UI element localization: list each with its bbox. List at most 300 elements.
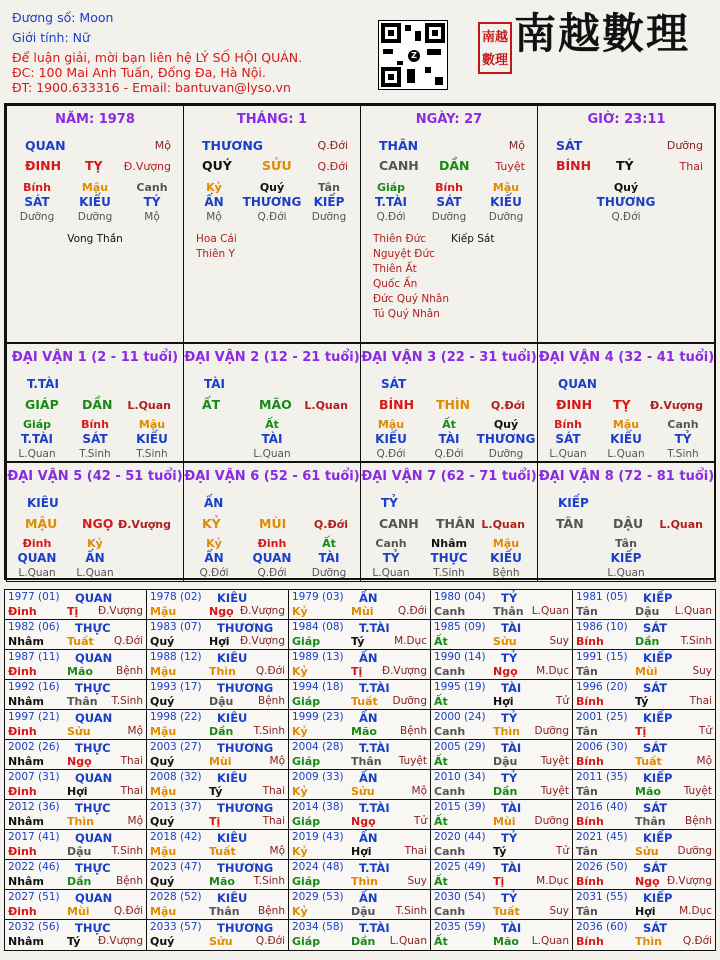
hidden-phase: L.Quan	[607, 448, 645, 460]
annual-cell	[573, 830, 715, 859]
year-branch: Tuất	[635, 755, 662, 768]
dai-van-phase: Q.Đới	[490, 399, 525, 412]
year-branch: Thân	[209, 905, 240, 918]
year-phase: T.Sinh	[680, 635, 712, 647]
year-star: KIẾP	[643, 831, 673, 845]
year-phase: Suy	[407, 875, 427, 887]
dai-van-stem: ẤT	[202, 397, 221, 412]
year-stem: Ất	[434, 935, 448, 948]
year-stem: Bính	[576, 755, 604, 768]
year-stem: Giáp	[292, 635, 321, 648]
annual-cell	[289, 650, 431, 679]
dai-van-1	[6, 343, 184, 462]
year-label: 2016 (40)	[576, 801, 628, 813]
hidden-star: ẤN	[85, 551, 105, 565]
year-label: 1999 (23)	[292, 711, 344, 723]
year-stem: Mậu	[150, 605, 177, 618]
hidden-star: THƯƠNG	[242, 195, 302, 209]
year-star: TÀI	[501, 621, 522, 635]
year-star: TÀI	[501, 741, 522, 755]
annual-row	[5, 770, 715, 800]
year-label: 1979 (03)	[292, 591, 344, 603]
hidden-stem: Bính	[554, 418, 582, 431]
year-stem: Bính	[576, 695, 604, 708]
year-branch: Tuất	[493, 905, 520, 918]
pillar-1	[183, 105, 361, 343]
annual-cell	[431, 830, 573, 859]
year-star: KIẾP	[643, 711, 673, 725]
year-star: QUAN	[75, 591, 113, 605]
dai-van-star: KIẾP	[558, 496, 589, 510]
year-stem: Đinh	[8, 785, 37, 798]
year-label: 2035 (59)	[434, 921, 486, 933]
pillar-star: SÁT	[556, 138, 583, 153]
year-branch: Mùi	[493, 815, 516, 828]
year-stem: Tân	[576, 605, 598, 618]
hidden-stem: Canh	[375, 537, 407, 550]
dai-van-phase: Đ.Vượng	[649, 399, 703, 412]
dai-van-stem: TÂN	[556, 516, 584, 531]
year-branch: Sửu	[209, 935, 233, 948]
year-star: KIÊU	[217, 831, 248, 845]
year-label: 1978 (02)	[150, 591, 202, 603]
year-star: THỰC	[75, 621, 111, 635]
year-branch: Thìn	[635, 935, 662, 948]
year-label: 1981 (05)	[576, 591, 628, 603]
year-phase: Suy	[549, 635, 569, 647]
year-label: 2005 (29)	[434, 741, 486, 753]
year-phase: Q.Đới	[397, 605, 427, 617]
year-stem: Giáp	[292, 755, 321, 768]
year-label: 1998 (22)	[150, 711, 202, 723]
year-branch: Thân	[351, 755, 382, 768]
year-phase: Tử	[413, 815, 427, 827]
year-stem: Đinh	[8, 605, 37, 618]
hidden-phase: T.Sinh	[433, 567, 465, 579]
year-phase: T.Sinh	[395, 905, 427, 917]
hidden-star: QUAN	[17, 551, 57, 565]
year-label: 2015 (39)	[434, 801, 486, 813]
hidden-stem: Kỷ	[206, 181, 222, 194]
year-branch: Thìn	[493, 725, 520, 738]
year-label: 1997 (21)	[8, 711, 60, 723]
year-stem: Kỷ	[292, 905, 308, 918]
hidden-phase: Dưỡng	[488, 448, 524, 460]
year-stem: Canh	[434, 845, 466, 858]
dai-van-branch: TỴ	[613, 397, 631, 412]
year-branch: Dần	[209, 725, 234, 738]
year-star: THỰC	[75, 741, 111, 755]
hidden-phase: Dưỡng	[311, 567, 347, 579]
year-phase: Thai	[120, 755, 143, 767]
year-stem: Tân	[576, 785, 598, 798]
pillar-title: THÁNG: 1	[236, 112, 308, 127]
year-branch: Dậu	[209, 695, 234, 708]
hidden-stem: Tân	[615, 537, 637, 550]
year-star: THỰC	[75, 681, 111, 695]
year-phase: Đ.Vượng	[97, 605, 143, 617]
year-stem: Tân	[576, 725, 598, 738]
year-stem: Nhâm	[8, 695, 44, 708]
annual-cell	[5, 860, 147, 889]
year-phase: Tử	[555, 845, 569, 857]
dai-van-7	[360, 462, 538, 582]
dai-van-title: ĐẠI VẬN 1 (2 - 11 tuổi)	[11, 350, 179, 365]
hidden-star: TÝ	[143, 195, 161, 209]
shensha: Nguyệt Đức	[373, 248, 435, 260]
year-stem: Ất	[434, 635, 448, 648]
year-branch: Hợi	[635, 905, 656, 918]
hidden-star: KIẾP	[610, 551, 642, 565]
annual-cell	[147, 800, 289, 829]
year-star: TÀI	[501, 681, 522, 695]
year-phase: Đ.Vượng	[239, 605, 285, 617]
annual-cell	[431, 920, 573, 950]
year-star: QUAN	[75, 891, 113, 905]
year-label: 2003 (27)	[150, 741, 202, 753]
year-stem: Giáp	[292, 695, 321, 708]
year-stem: Quý	[150, 755, 175, 768]
year-branch: Tuất	[209, 845, 236, 858]
year-label: 1988 (12)	[150, 651, 202, 663]
hidden-stem: Quý	[493, 418, 519, 431]
hidden-star: SÁT	[555, 432, 581, 446]
year-stem: Mậu	[150, 665, 177, 678]
shensha: Đức Quý Nhân	[373, 293, 449, 305]
year-phase: Bệnh	[258, 695, 285, 707]
pillar-branch: DẦN	[439, 158, 470, 173]
annual-cell	[5, 620, 147, 649]
pillar-branch: SỬU	[262, 158, 292, 173]
year-branch: Sửu	[635, 845, 659, 858]
year-phase: Tử	[555, 695, 569, 707]
dai-van-title: ĐẠI VẬN 8 (72 - 81 tuổi)	[538, 469, 715, 484]
year-branch: Thân	[493, 605, 524, 618]
pillar-title: NGÀY: 27	[415, 112, 483, 127]
year-phase: Dưỡng	[534, 815, 569, 827]
annual-cell	[431, 770, 573, 799]
year-star: T.TÀI	[359, 741, 390, 755]
year-label: 2032 (56)	[8, 921, 60, 933]
year-stem: Canh	[434, 785, 466, 798]
year-branch: Mão	[635, 785, 661, 798]
year-phase: M.Dục	[679, 905, 712, 917]
annual-cell	[431, 620, 573, 649]
hidden-stem: Mậu	[377, 418, 405, 431]
year-phase: Mộ	[269, 845, 285, 857]
dai-van-phase: L.Quan	[659, 518, 703, 531]
hidden-star: SÁT	[436, 195, 462, 209]
year-branch: Tị	[493, 875, 505, 888]
dai-van-phase: Q.Đới	[313, 518, 348, 531]
year-branch: Mùi	[351, 605, 374, 618]
hidden-stem: Mậu	[138, 418, 166, 431]
year-stem: Tân	[576, 665, 598, 678]
year-label: 2011 (35)	[576, 771, 628, 783]
dai-van-title: ĐẠI VẬN 4 (32 - 41 tuổi)	[538, 350, 715, 365]
year-label: 2026 (50)	[576, 861, 628, 873]
year-stem: Nhâm	[8, 875, 44, 888]
year-label: 2006 (30)	[576, 741, 628, 753]
annual-cell	[147, 920, 289, 950]
year-phase: Bệnh	[400, 725, 427, 737]
year-stem: Quý	[150, 635, 175, 648]
year-stem: Mậu	[150, 845, 177, 858]
year-branch: Tý	[635, 695, 649, 708]
dai-van-stem: BÍNH	[379, 397, 415, 412]
year-stem: Giáp	[292, 815, 321, 828]
hidden-stem: Quý	[613, 181, 639, 194]
annual-row	[5, 890, 715, 920]
year-branch: Mùi	[635, 665, 658, 678]
hidden-phase: Bệnh	[492, 567, 520, 579]
dai-van-branch: MÃO	[259, 397, 292, 412]
dai-van-stem: CANH	[379, 516, 419, 531]
pillar-branch: TỴ	[85, 158, 103, 173]
year-stem: Mậu	[150, 905, 177, 918]
annual-cell	[289, 770, 431, 799]
hidden-phase: Q.Đới	[611, 211, 641, 223]
red-seal-stamp: 南越 數理	[478, 22, 512, 74]
year-stem: Đinh	[8, 845, 37, 858]
year-stem: Kỷ	[292, 725, 308, 738]
year-phase: Mộ	[269, 755, 285, 767]
annual-cell	[5, 920, 147, 950]
year-branch: Hợi	[209, 635, 230, 648]
year-branch: Mão	[351, 725, 377, 738]
year-phase: M.Dục	[536, 875, 569, 887]
dai-van-branch: DẬU	[613, 516, 644, 531]
year-branch: Mão	[209, 875, 235, 888]
year-phase: T.Sinh	[111, 695, 143, 707]
annual-cell	[147, 710, 289, 739]
hidden-stem: Bính	[81, 418, 109, 431]
year-phase: Tuyệt	[683, 785, 712, 797]
year-branch: Thân	[67, 695, 98, 708]
year-branch: Tý	[67, 935, 81, 948]
annual-cell	[5, 890, 147, 919]
hidden-stem: Ất	[322, 537, 336, 550]
year-label: 2014 (38)	[292, 801, 344, 813]
dai-van-stem: ĐINH	[556, 397, 593, 412]
hidden-stem: Đinh	[22, 537, 52, 550]
year-star: THƯƠNG	[217, 681, 274, 695]
year-star: THỰC	[75, 801, 111, 815]
year-star: KIÊU	[217, 891, 248, 905]
year-star: ẤN	[359, 771, 378, 785]
year-phase: Tuyệt	[540, 785, 569, 797]
year-branch: Dần	[493, 785, 518, 798]
dai-van-phase: L.Quan	[127, 399, 171, 412]
year-branch: Mùi	[67, 905, 90, 918]
year-label: 2033 (57)	[150, 921, 202, 933]
year-star: KIÊU	[217, 771, 248, 785]
annual-cell	[5, 650, 147, 679]
hidden-stem: Ất	[442, 418, 456, 431]
year-star: QUAN	[75, 651, 113, 665]
pillar-branch-phase: Thai	[679, 160, 703, 173]
brand-logo: 南越數理	[514, 9, 691, 58]
year-stem: Bính	[576, 875, 604, 888]
hidden-phase: T.Sinh	[79, 448, 111, 460]
year-label: 2027 (51)	[8, 891, 60, 903]
year-phase: Tử	[698, 725, 712, 737]
pillar-star: THÂN	[379, 138, 419, 153]
year-star: ẤN	[359, 651, 378, 665]
hidden-star: THƯƠNG	[596, 195, 656, 209]
dai-van-branch: THÌN	[436, 397, 471, 412]
annual-cell	[289, 920, 431, 950]
dai-van-branch: THÂN	[436, 516, 476, 531]
hidden-star: KIẾU	[79, 195, 111, 209]
year-stem: Đinh	[8, 905, 37, 918]
hidden-phase: L.Quan	[372, 567, 410, 579]
year-star: THƯƠNG	[217, 741, 274, 755]
hidden-stem: Bính	[23, 181, 51, 194]
year-label: 2031 (55)	[576, 891, 628, 903]
year-branch: Sửu	[493, 635, 517, 648]
year-branch: Thìn	[351, 875, 378, 888]
year-stem: Canh	[434, 605, 466, 618]
year-phase: Thai	[404, 845, 427, 857]
pillar-branch-phase: Q.Đới	[317, 160, 348, 173]
year-phase: Bệnh	[258, 905, 285, 917]
pillar-title: NĂM: 1978	[55, 112, 135, 127]
year-branch: Ngọ	[493, 665, 518, 678]
year-star: T.TÀI	[359, 801, 390, 815]
hidden-star: TÀI	[261, 432, 283, 446]
hidden-stem: Ất	[265, 418, 279, 431]
year-branch: Ngọ	[67, 755, 92, 768]
pillar-branch: TÝ	[616, 158, 634, 173]
annual-cell	[573, 920, 715, 950]
year-label: 1982 (06)	[8, 621, 60, 633]
year-phase: Dưỡng	[534, 725, 569, 737]
annual-cell	[147, 680, 289, 709]
annual-cell	[5, 740, 147, 769]
qr-code-icon[interactable]: Z	[378, 20, 448, 90]
year-branch: Sửu	[351, 785, 375, 798]
shensha: Thiên Ất	[373, 263, 417, 275]
hidden-phase: L.Quan	[18, 448, 56, 460]
year-stem: Tân	[576, 905, 598, 918]
annual-row	[5, 740, 715, 770]
year-stem: Bính	[576, 935, 604, 948]
pillar-phase: Q.Đới	[317, 139, 348, 152]
annual-cell	[289, 620, 431, 649]
annual-cell	[289, 680, 431, 709]
dai-van-stem: KỶ	[202, 516, 221, 531]
hidden-stem: Mậu	[492, 181, 520, 194]
year-label: 1995 (19)	[434, 681, 486, 693]
year-label: 1987 (11)	[8, 651, 60, 663]
year-stem: Ất	[434, 695, 448, 708]
year-stem: Nhâm	[8, 755, 44, 768]
year-phase: Đ.Vượng	[97, 935, 143, 947]
hidden-phase: Dưỡng	[488, 211, 524, 223]
year-star: QUAN	[75, 711, 113, 725]
year-label: 2010 (34)	[434, 771, 486, 783]
year-label: 1994 (18)	[292, 681, 344, 693]
year-label: 2000 (24)	[434, 711, 486, 723]
dai-van-star: QUAN	[558, 377, 597, 391]
year-label: 2007 (31)	[8, 771, 60, 783]
hidden-star: TỶ	[674, 432, 692, 446]
year-label: 2023 (47)	[150, 861, 202, 873]
year-phase: T.Sinh	[253, 725, 285, 737]
hidden-stem: Giáp	[376, 181, 406, 194]
year-branch: Tị	[209, 815, 221, 828]
header	[0, 0, 720, 100]
year-branch: Dậu	[493, 755, 518, 768]
year-label: 1989 (13)	[292, 651, 344, 663]
year-label: 2019 (43)	[292, 831, 344, 843]
year-star: SÁT	[643, 621, 668, 635]
pillar-title: GIỜ: 23:11	[587, 112, 666, 127]
dai-van-branch: DẦN	[82, 397, 113, 412]
year-stem: Giáp	[292, 875, 321, 888]
year-star: THỰC	[75, 921, 111, 935]
year-branch: Mão	[67, 665, 93, 678]
year-star: SÁT	[643, 741, 668, 755]
year-phase: Bệnh	[116, 875, 143, 887]
annual-cell	[289, 860, 431, 889]
year-branch: Tị	[351, 665, 363, 678]
pillar-star: QUAN	[25, 138, 66, 153]
year-branch: Dậu	[67, 845, 92, 858]
annual-cell	[289, 800, 431, 829]
dai-van-star: T.TÀI	[27, 377, 59, 391]
annual-cell	[147, 650, 289, 679]
year-stem: Ất	[434, 875, 448, 888]
dai-van-stem: GIÁP	[25, 397, 59, 412]
annual-cell	[147, 740, 289, 769]
hidden-phase: Q.Đới	[199, 567, 229, 579]
year-phase: Mộ	[127, 725, 143, 737]
year-label: 1984 (08)	[292, 621, 344, 633]
annual-cell	[573, 800, 715, 829]
year-stem: Đinh	[8, 725, 37, 738]
dai-van-stem: MẬU	[25, 516, 58, 531]
hidden-stem: Canh	[136, 181, 168, 194]
pillar-stem: QUÝ	[202, 158, 232, 173]
hidden-stem: Mậu	[81, 181, 109, 194]
year-phase: Tuyệt	[398, 755, 427, 767]
year-stem: Canh	[434, 905, 466, 918]
hidden-phase: Dưỡng	[311, 211, 347, 223]
year-branch: Mùi	[209, 755, 232, 768]
year-phase: T.Sinh	[111, 845, 143, 857]
year-phase: Thai	[262, 815, 285, 827]
year-phase: Mộ	[696, 755, 712, 767]
shensha: Tú Quý Nhân	[373, 308, 440, 320]
year-star: TỶ	[501, 891, 518, 905]
pillar-3	[537, 105, 716, 343]
year-label: 2028 (52)	[150, 891, 202, 903]
dai-van-phase: L.Quan	[481, 518, 525, 531]
year-label: 2002 (26)	[8, 741, 60, 753]
year-label: 1977 (01)	[8, 591, 60, 603]
annual-cell	[289, 890, 431, 919]
year-phase: Bệnh	[116, 665, 143, 677]
shensha: Kiếp Sát	[451, 233, 495, 245]
year-star: KIẾP	[643, 891, 673, 905]
year-phase: Q.Đới	[113, 635, 143, 647]
year-label: 1992 (16)	[8, 681, 60, 693]
annual-row	[5, 800, 715, 830]
contact-line: Để luận giải, mời bạn liên hệ LÝ SỐ HỘI QUÁN.	[12, 50, 303, 65]
year-star: QUAN	[75, 831, 113, 845]
